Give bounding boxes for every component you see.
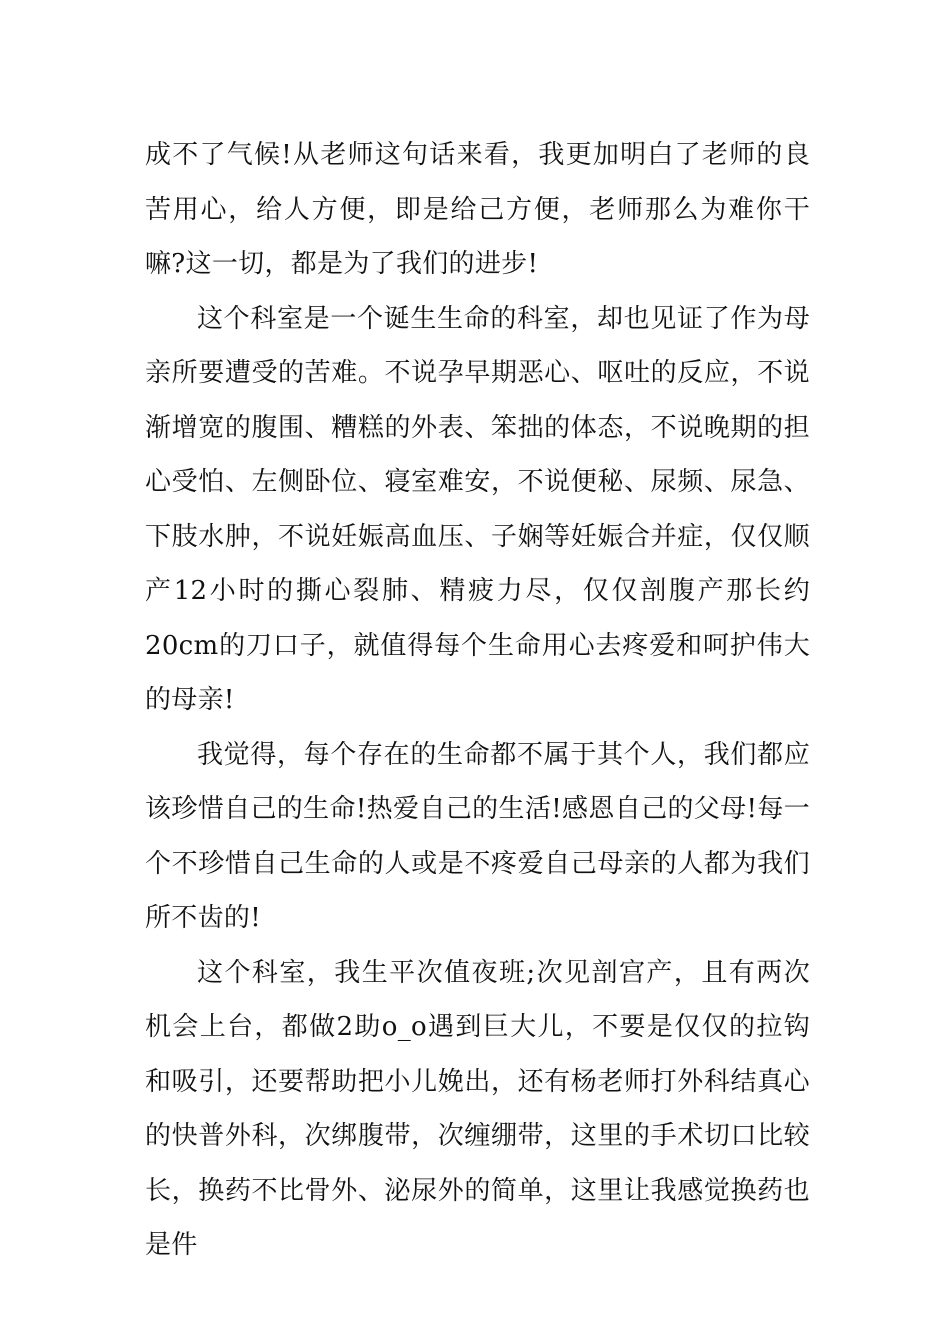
paragraph-2: 这个科室是一个诞生生命的科室，却也见证了作为母亲所要遭受的苦难。不说孕早期恶心、呕吐的反应，不说渐增宽的腹围、糟糕的外表、笨拙的体态，不说晚期的担心受怕、左侧卧位、寝室难安，不说便秘、尿频、尿急、下肢水肿，不说妊娠高血压、子娴等妊娠合并症，仅仅顺产12小时的撕心裂肺、精疲力尽，仅仅剖腹产那长约20cm的刀口子，就值得每个生命用心去疼爱和呵护伟大的母亲! <box>145 303 810 715</box>
paragraph-3: 我觉得，每个存在的生命都不属于其个人，我们都应该珍惜自己的生命!热爱自己的生活!感恩自己的父母!每一个不珍惜自己生命的人或是不疼爱自己母亲的人都为我们所不齿的! <box>145 739 810 933</box>
paragraph-1: 成不了气候!从老师这句话来看，我更加明白了老师的良苦用心，给人方便，即是给己方便，老师那么为难你干嘛?这一切，都是为了我们的进步! <box>145 140 810 279</box>
paragraph-4: 这个科室，我生平次值夜班;次见剖宫产，且有两次机会上台，都做2助o_o遇到巨大儿，不要是仅仅的拉钩和吸引，还要帮助把小儿娩出，还有杨老师打外科结真心的快普外科，次绑腹带，次缠绷带，这里的手术切口比较长，换药不比骨外、泌尿外的简单，这里让我感觉换药也是件 <box>145 957 810 1260</box>
text-column <box>145 128 810 1273</box>
